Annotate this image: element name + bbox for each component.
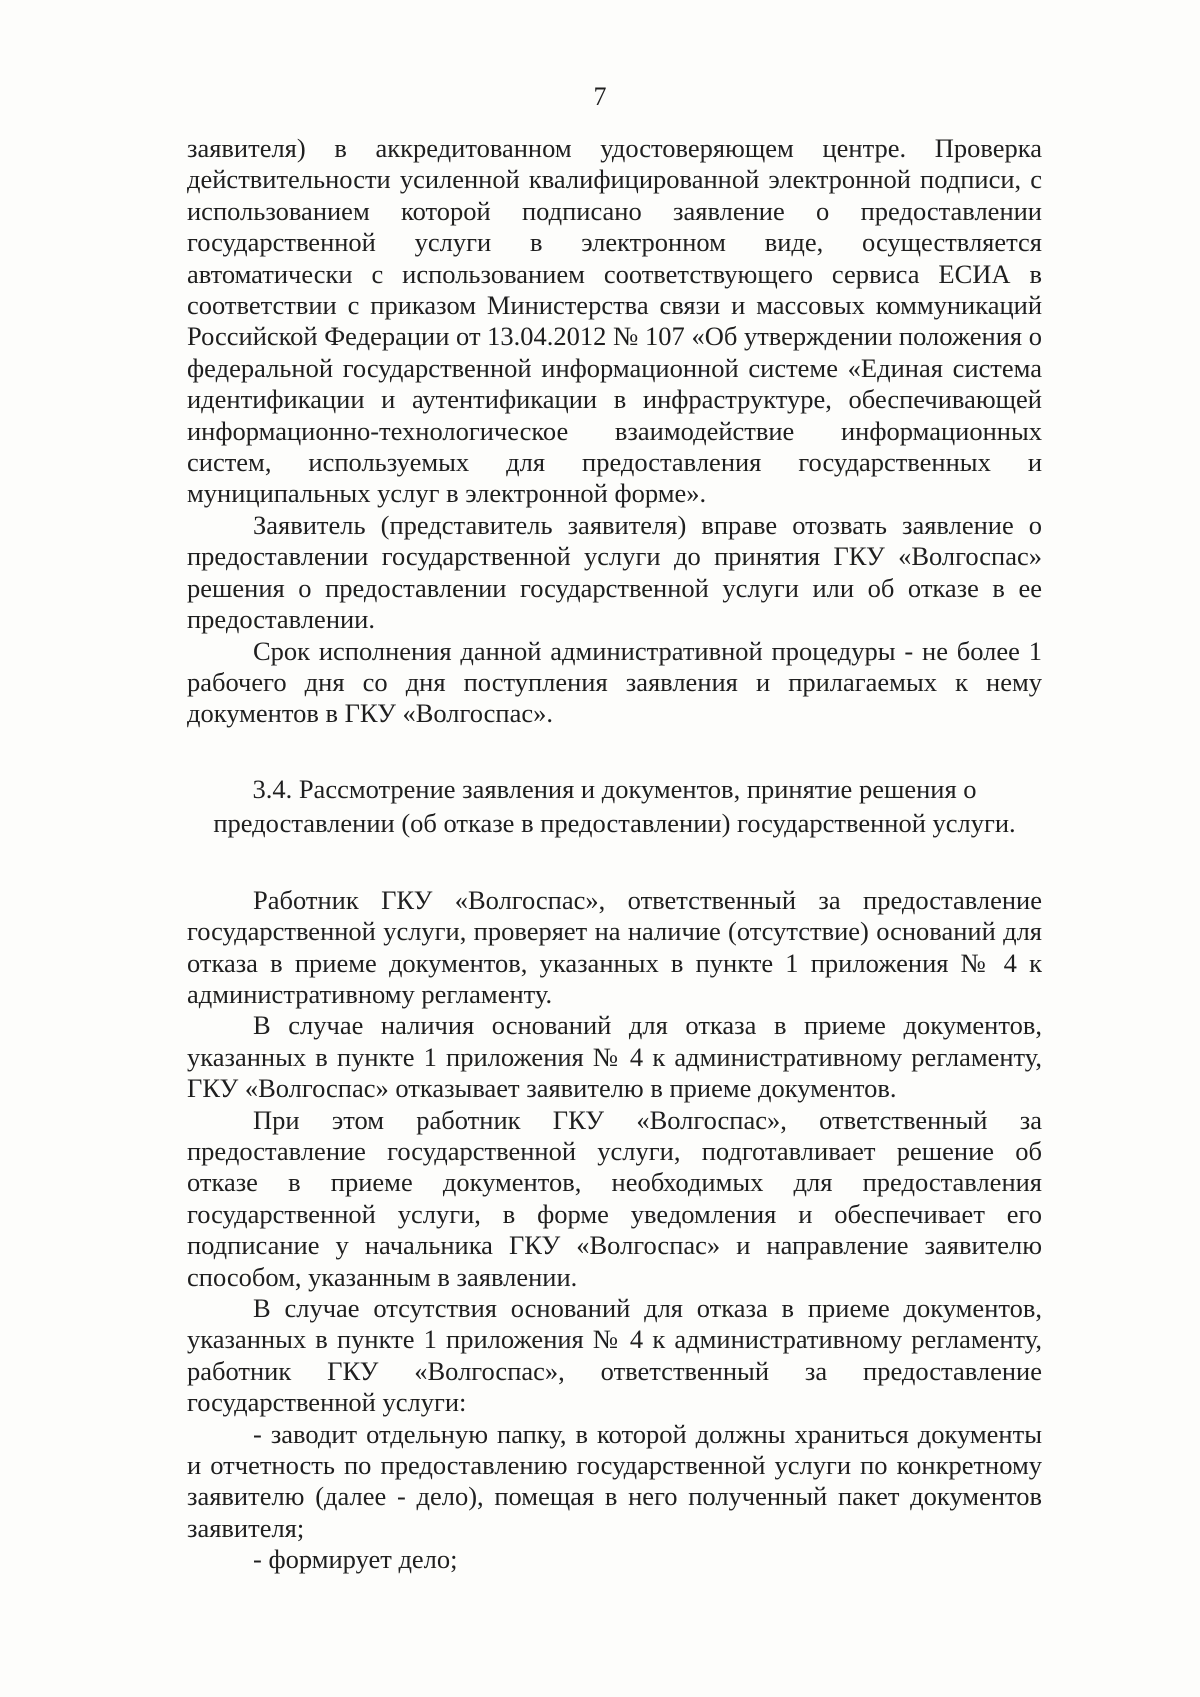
paragraph-no-grounds: В случае отсутствия оснований для отказа в приеме документов, указанных в пункте 1 приложения № 4 к административному регламенту, работник ГКУ «Волгоспас», ответственный за предоставление государственной услуги: [187, 1293, 1042, 1418]
paragraph-refusal-if-grounds: В случае наличия оснований для отказа в приеме документов, указанных в пункте 1 приложения № 4 к административному регламенту, ГКУ «Волгоспас» отказывает заявителю в приеме документов. [187, 1010, 1042, 1104]
list-item-create-folder: - заводит отдельную папку, в которой должны храниться документы и отчетность по предоставлению государственной услуги по конкретному заявителю (далее - дело), помещая в него полученный пакет документов заявителя; [187, 1418, 1042, 1543]
paragraph-employee-checks-grounds: Работник ГКУ «Волгоспас», ответственный за предоставление государственной услуги, проверяет на наличие (отсутствие) оснований для отказа в приеме документов, указанных в пункте 1 приложения № 4 к административному регламенту. [187, 884, 1042, 1009]
paragraph-refusal-notification: При этом работник ГКУ «Волгоспас», ответственный за предоставление государственной услуги, подготавливает решение об отказе в приеме документов, необходимых для предоставления государственной услуги, в форме уведомления и обеспечивает его подписание у начальника ГКУ «Волгоспас» и направление заявителю способом, указанным в заявлении. [187, 1104, 1042, 1292]
paragraph-withdraw-application: Заявитель (представитель заявителя) вправе отозвать заявление о предоставлении государственной услуги до принятия ГКУ «Волгоспас» решения о предоставлении государственной услуги или об отказе в ее предоставлении. [187, 509, 1042, 635]
page-number: 7 [593, 82, 607, 111]
section-heading-line-2: предоставлении (об отказе в предоставлении) государственной услуги. [213, 807, 1016, 838]
document-body [187, 133, 1042, 1576]
section-heading-line-1: 3.4. Рассмотрение заявления и документов, принятие решения о [252, 773, 977, 804]
list-item-form-case: - формирует дело; [253, 1544, 458, 1575]
paragraph-procedure-deadline: Срок исполнения данной административной процедуры - не более 1 рабочего дня со дня поступления заявления и прилагаемых к нему документов в ГКУ «Волгоспас». [187, 635, 1042, 729]
paragraph-esia-signature-check: заявителя) в аккредитованном удостоверяющем центре. Проверка действительности усиленной квалифицированной электронной подписи, с использованием которой подписано заявление о предоставлении государственной услуги в электронном виде, осуществляется автоматически с использованием соответствующего сервиса ЕСИА в соответствии с приказом Министерства связи и массовых коммуникаций Российской Федерации от 13.04.2012 № 107 «Об утверждении положения о федеральной государственной информационной системе «Единая система идентификации и аутентификации в инфраструктуре, обеспечивающей информационно-технологическое взаимодействие информационных систем, используемых для предоставления государственных и муниципальных услуг в электронной форме». [187, 133, 1042, 509]
section-heading [187, 772, 1042, 840]
